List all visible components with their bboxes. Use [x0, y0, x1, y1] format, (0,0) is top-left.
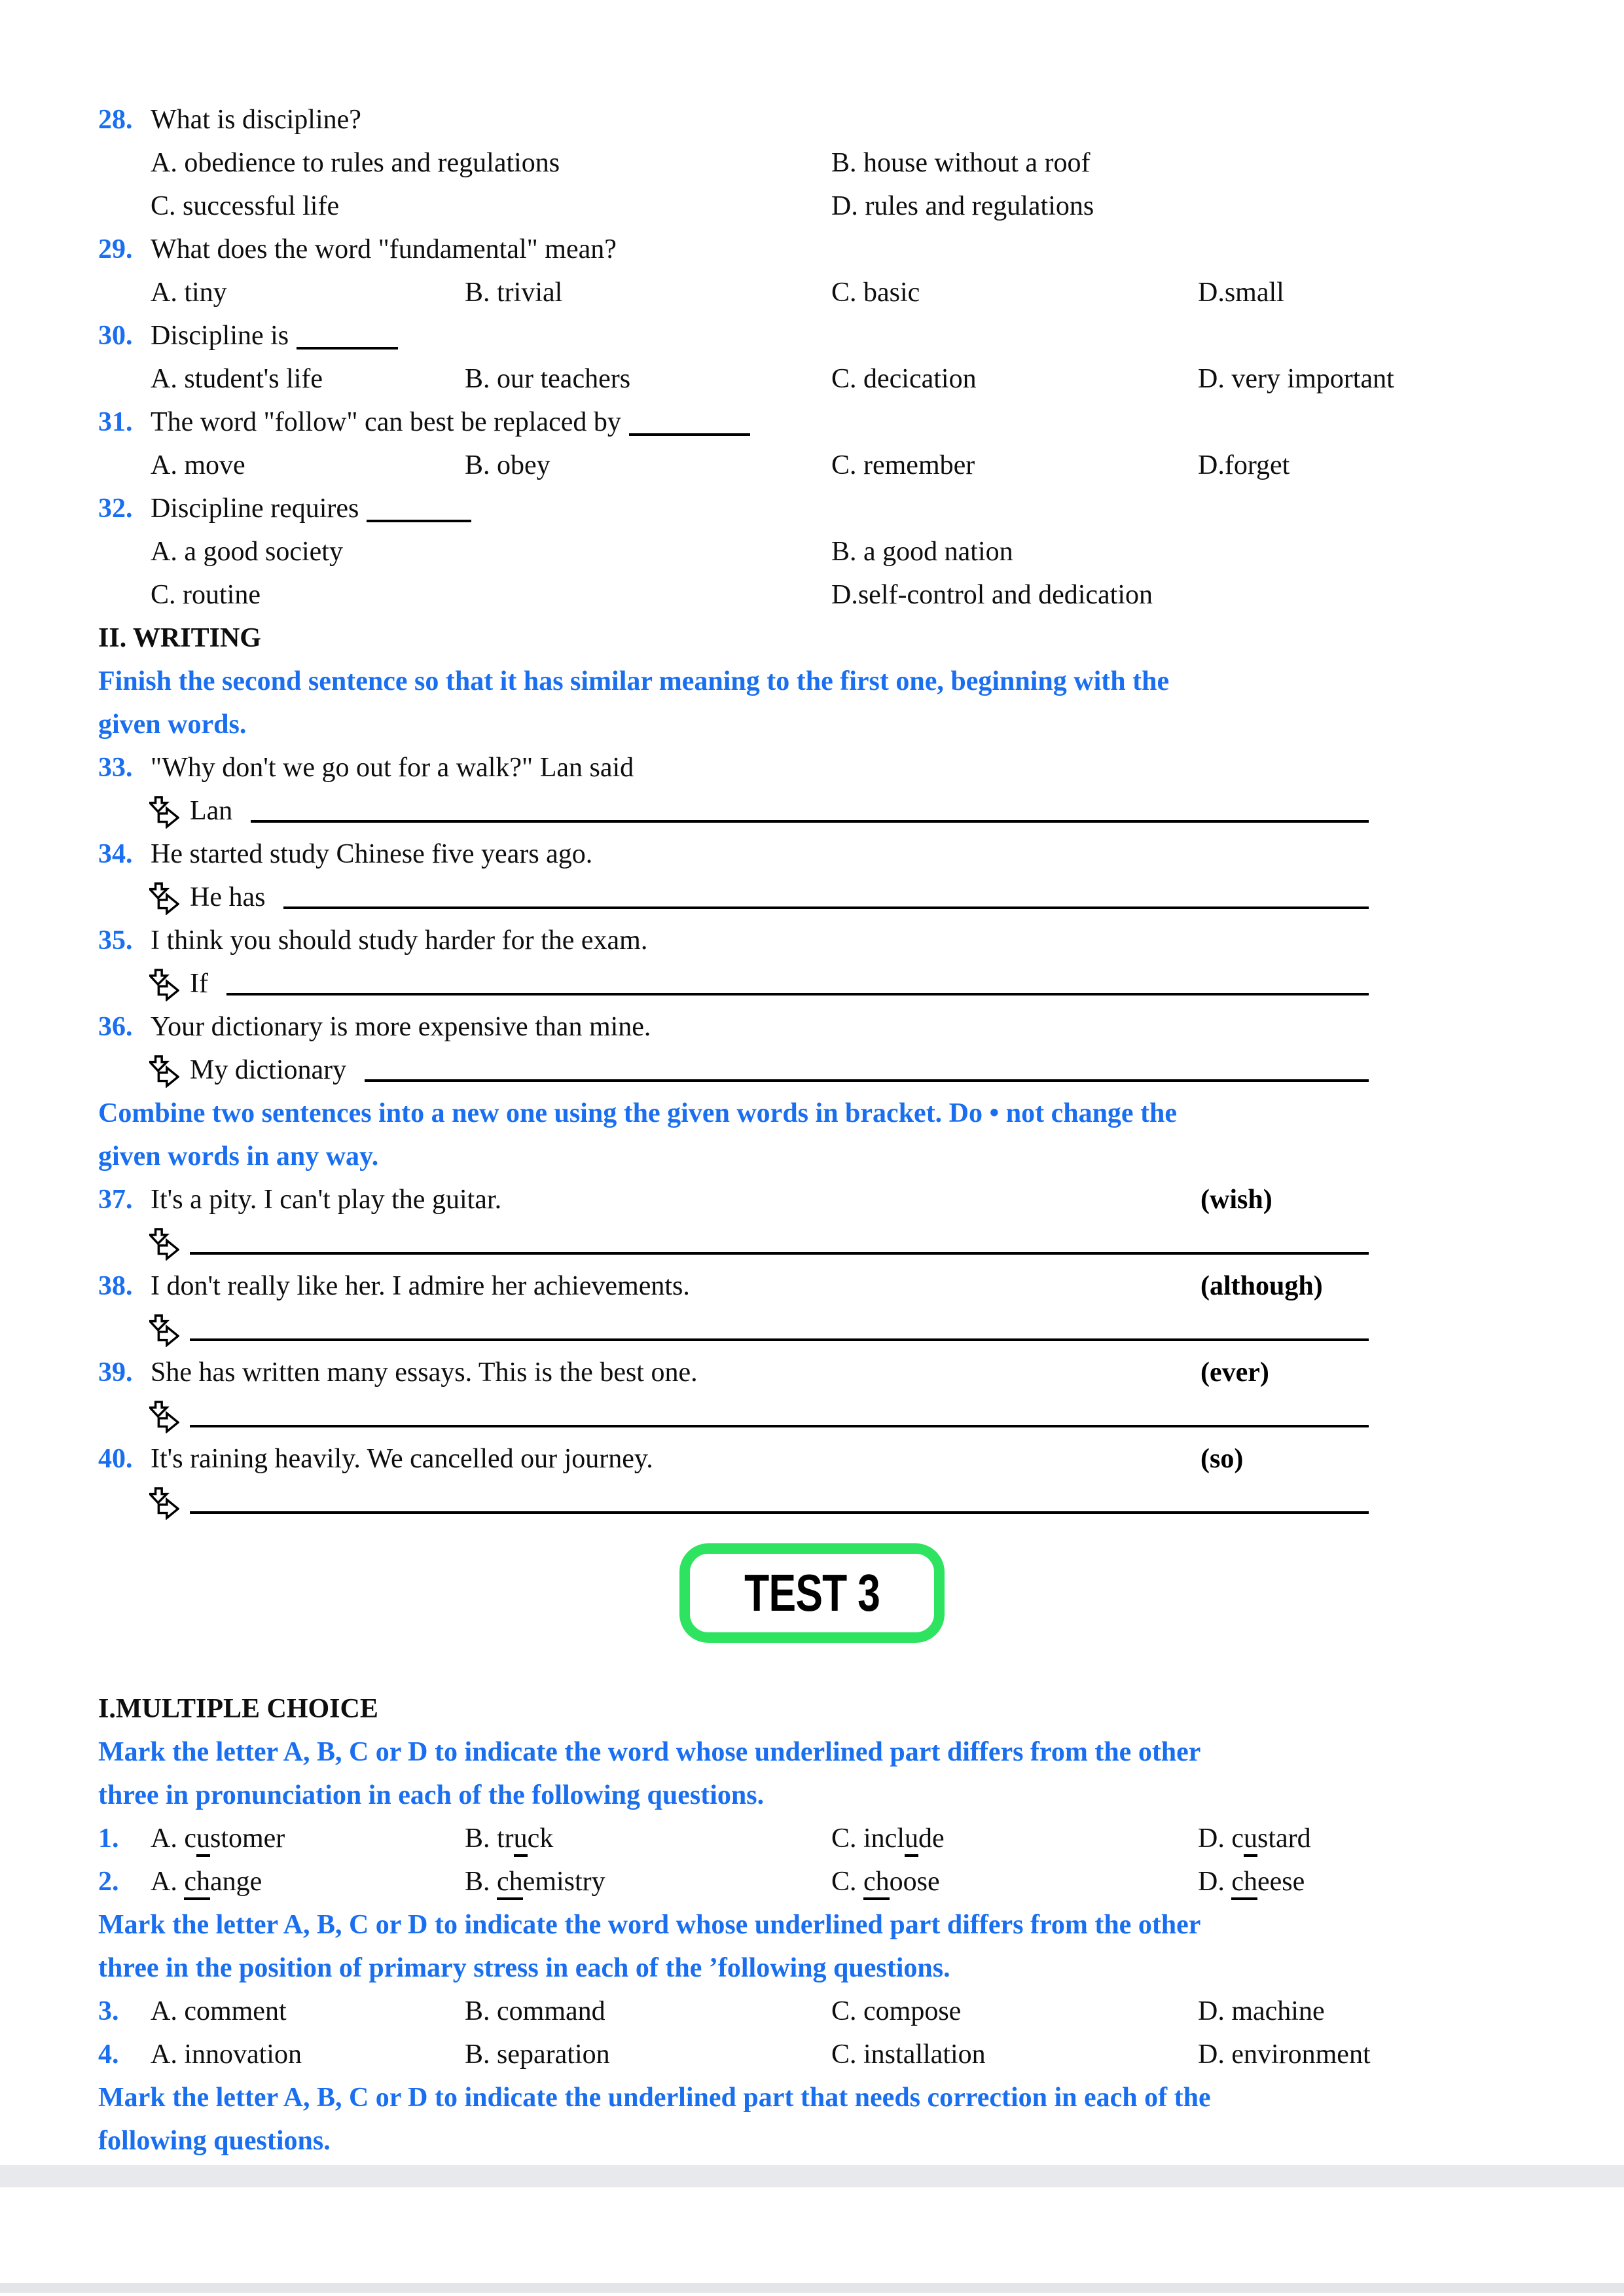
fill-blank — [629, 433, 750, 436]
question-36 — [98, 1005, 1526, 1049]
question-text: I don't really like her. I admire her achievements. — [151, 1271, 690, 1301]
question-29 — [98, 228, 1526, 271]
option-b: B. trivial — [465, 278, 563, 308]
option-c: C. routine — [151, 580, 261, 610]
question-33 — [98, 746, 1526, 789]
option-c: C. compose — [831, 1996, 962, 2026]
fill-blank — [297, 347, 398, 350]
option-c: C. successful life — [151, 191, 340, 221]
test3-badge-container — [98, 1543, 1526, 1643]
return-arrow-icon — [149, 1401, 179, 1433]
option-d: D. environment — [1198, 2039, 1371, 2070]
return-arrow-icon — [149, 969, 179, 1001]
option-b: B. house without a roof — [831, 148, 1091, 178]
question-32-options-row-2 — [98, 573, 1526, 617]
question-40 — [98, 1437, 1526, 1480]
question-text: Discipline is — [151, 321, 289, 351]
question-38 — [98, 1265, 1526, 1308]
return-arrow-icon — [149, 1228, 179, 1261]
option-c: C. basic — [831, 278, 920, 308]
correction-instruction-line-1: Mark the letter A, B, C or D to indicate the underlined part that needs correction in each of the — [98, 2083, 1211, 2113]
option-b: B. separation — [465, 2039, 610, 2070]
question-text: Your dictionary is more expensive than mine. — [151, 1012, 651, 1042]
question-number: 40. — [98, 1444, 133, 1474]
answer-lead: My dictionary — [190, 1055, 347, 1085]
hint-word: (although) — [1200, 1271, 1323, 1301]
question-34 — [98, 833, 1526, 876]
question-text: It's a pity. I can't play the guitar. — [151, 1185, 502, 1215]
question-30-options — [98, 357, 1526, 401]
question-37 — [98, 1178, 1526, 1221]
question-3 — [98, 1990, 1526, 2033]
question-number: 32. — [98, 493, 133, 524]
question-number: 35. — [98, 925, 133, 956]
option-d: D.self-control and dedication — [831, 580, 1153, 610]
return-arrow-icon — [149, 1487, 179, 1520]
option-a: A. innovation — [151, 2039, 302, 2070]
underlined-part: u — [905, 1823, 918, 1857]
option-a: A. a good society — [151, 537, 343, 567]
question-text: What is discipline? — [151, 105, 361, 135]
question-1 — [98, 1817, 1526, 1860]
stress-instruction-line-1: Mark the letter A, B, C or D to indicate the word whose underlined part differs from the other — [98, 1910, 1201, 1940]
question-text: I think you should study harder for the exam. — [151, 925, 648, 956]
answer-row-39 — [98, 1394, 1369, 1437]
answer-blank-line — [226, 993, 1369, 996]
underlined-part: u — [196, 1823, 210, 1857]
option-d: D. rules and regulations — [831, 191, 1094, 221]
question-number: 39. — [98, 1357, 133, 1388]
question-39 — [98, 1351, 1526, 1394]
viewer-bottom-strip — [0, 2283, 1624, 2293]
answer-blank-line — [190, 1511, 1369, 1514]
hint-word: (ever) — [1200, 1357, 1269, 1388]
question-28-options-row-1 — [98, 141, 1526, 185]
option-d: D. very important — [1198, 364, 1394, 394]
next-page-top-margin — [0, 2187, 1624, 2283]
question-text: What does the word "fundamental" mean? — [151, 234, 617, 264]
option-a: A. tiny — [151, 278, 227, 308]
option-d: D.small — [1198, 278, 1284, 308]
fill-blank — [367, 520, 471, 522]
answer-lead: He has — [190, 882, 266, 912]
question-number: 4. — [98, 2039, 119, 2070]
option-a: A. change — [151, 1860, 465, 1903]
correction-instruction-line-2: following questions. — [98, 2126, 331, 2156]
question-text: She has written many essays. This is the best one. — [151, 1357, 698, 1388]
writing-section-heading: II. WRITING — [98, 623, 261, 653]
underlined-part: u — [514, 1823, 528, 1857]
option-b: B. obey — [465, 450, 550, 480]
underlined-part: u — [1244, 1823, 1257, 1857]
pronunciation-instruction-line-1: Mark the letter A, B, C or D to indicate the word whose underlined part differs from the other — [98, 1737, 1201, 1767]
option-c: C. remember — [831, 450, 975, 480]
question-number: 2. — [98, 1867, 119, 1897]
return-arrow-icon — [149, 1055, 179, 1088]
question-number: 30. — [98, 321, 133, 351]
question-number: 37. — [98, 1185, 133, 1215]
option-a: A. obedience to rules and regulations — [151, 148, 560, 178]
answer-row-37 — [98, 1221, 1369, 1265]
question-number: 36. — [98, 1012, 133, 1042]
question-text: It's raining heavily. We cancelled our journey. — [151, 1444, 653, 1474]
page-separator-band — [0, 2165, 1624, 2187]
underlined-part: ch — [497, 1867, 523, 1900]
question-number: 1. — [98, 1823, 119, 1854]
question-32 — [98, 487, 1526, 530]
question-32-options-row-1 — [98, 530, 1526, 573]
multiple-choice-heading: I.MULTIPLE CHOICE — [98, 1694, 378, 1724]
question-number: 33. — [98, 753, 133, 783]
answer-row-35 — [98, 962, 1369, 1005]
question-text: Discipline requires — [151, 493, 359, 524]
option-c: C. decication — [831, 364, 977, 394]
answer-blank-line — [190, 1252, 1369, 1255]
answer-row-33 — [98, 789, 1369, 833]
question-number: 31. — [98, 407, 133, 437]
option-c: C. installation — [831, 2039, 986, 2070]
question-31-options — [98, 444, 1526, 487]
return-arrow-icon — [149, 882, 179, 915]
hint-word: (wish) — [1200, 1185, 1272, 1215]
option-b: B. a good nation — [831, 537, 1013, 567]
option-a: A. move — [151, 450, 245, 480]
writing-instruction-line-1: Finish the second sentence so that it has similar meaning to the first one, beginning with the — [98, 666, 1170, 696]
option-b: B. chemistry — [465, 1860, 831, 1903]
option-a: A. customer — [151, 1817, 465, 1860]
underlined-part: ch — [1231, 1867, 1257, 1900]
question-number: 34. — [98, 839, 133, 869]
writing-instruction-line-2: given words. — [98, 709, 247, 740]
question-number: 38. — [98, 1271, 133, 1301]
underlined-part: ch — [184, 1867, 210, 1900]
combine-instruction-line-1: Combine two sentences into a new one using the given words in bracket. Do • not change the — [98, 1098, 1178, 1128]
answer-blank-line — [190, 1338, 1369, 1341]
question-4 — [98, 2033, 1526, 2076]
return-arrow-icon — [149, 1314, 179, 1347]
test3-badge-label: TEST 3 — [744, 1564, 880, 1622]
question-2 — [98, 1860, 1526, 1903]
option-d: D. cheese — [1198, 1860, 1526, 1903]
answer-row-40 — [98, 1480, 1369, 1524]
question-28-options-row-2 — [98, 185, 1526, 228]
option-a: A. comment — [151, 1996, 287, 2026]
question-35 — [98, 919, 1526, 962]
option-b: B. truck — [465, 1817, 831, 1860]
test3-badge — [679, 1543, 945, 1643]
question-30 — [98, 314, 1526, 357]
underlined-part: ch — [863, 1867, 890, 1900]
question-28 — [98, 98, 1526, 141]
question-number: 29. — [98, 234, 133, 264]
answer-row-36 — [98, 1049, 1369, 1092]
option-c: C. choose — [831, 1860, 1198, 1903]
question-text: The word "follow" can best be replaced by — [151, 407, 621, 437]
answer-blank-line — [251, 820, 1369, 823]
option-d: D.forget — [1198, 450, 1290, 480]
answer-blank-line — [283, 906, 1369, 909]
return-arrow-icon — [149, 796, 179, 829]
option-d: D. machine — [1198, 1996, 1325, 2026]
answer-row-38 — [98, 1308, 1369, 1351]
pronunciation-instruction-line-2: three in pronunciation in each of the following questions. — [98, 1780, 765, 1810]
answer-lead: If — [190, 969, 208, 999]
stress-instruction-line-2: three in the position of primary stress in each of the ’following questions. — [98, 1953, 950, 1983]
question-number: 28. — [98, 105, 133, 135]
option-b: B. command — [465, 1996, 605, 2026]
answer-lead: Lan — [190, 796, 233, 826]
option-a: A. student's life — [151, 364, 323, 394]
question-29-options — [98, 271, 1526, 314]
question-text: "Why don't we go out for a walk?" Lan said — [151, 753, 634, 783]
combine-instruction-line-2: given words in any way. — [98, 1141, 379, 1172]
question-31 — [98, 401, 1526, 444]
hint-word: (so) — [1200, 1444, 1244, 1474]
answer-blank-line — [365, 1079, 1369, 1082]
question-number: 3. — [98, 1996, 119, 2026]
answer-blank-line — [190, 1425, 1369, 1427]
option-c: C. include — [831, 1817, 1198, 1860]
option-b: B. our teachers — [465, 364, 631, 394]
answer-row-34 — [98, 876, 1369, 919]
option-d: D. custard — [1198, 1817, 1526, 1860]
question-text: He started study Chinese five years ago. — [151, 839, 593, 869]
